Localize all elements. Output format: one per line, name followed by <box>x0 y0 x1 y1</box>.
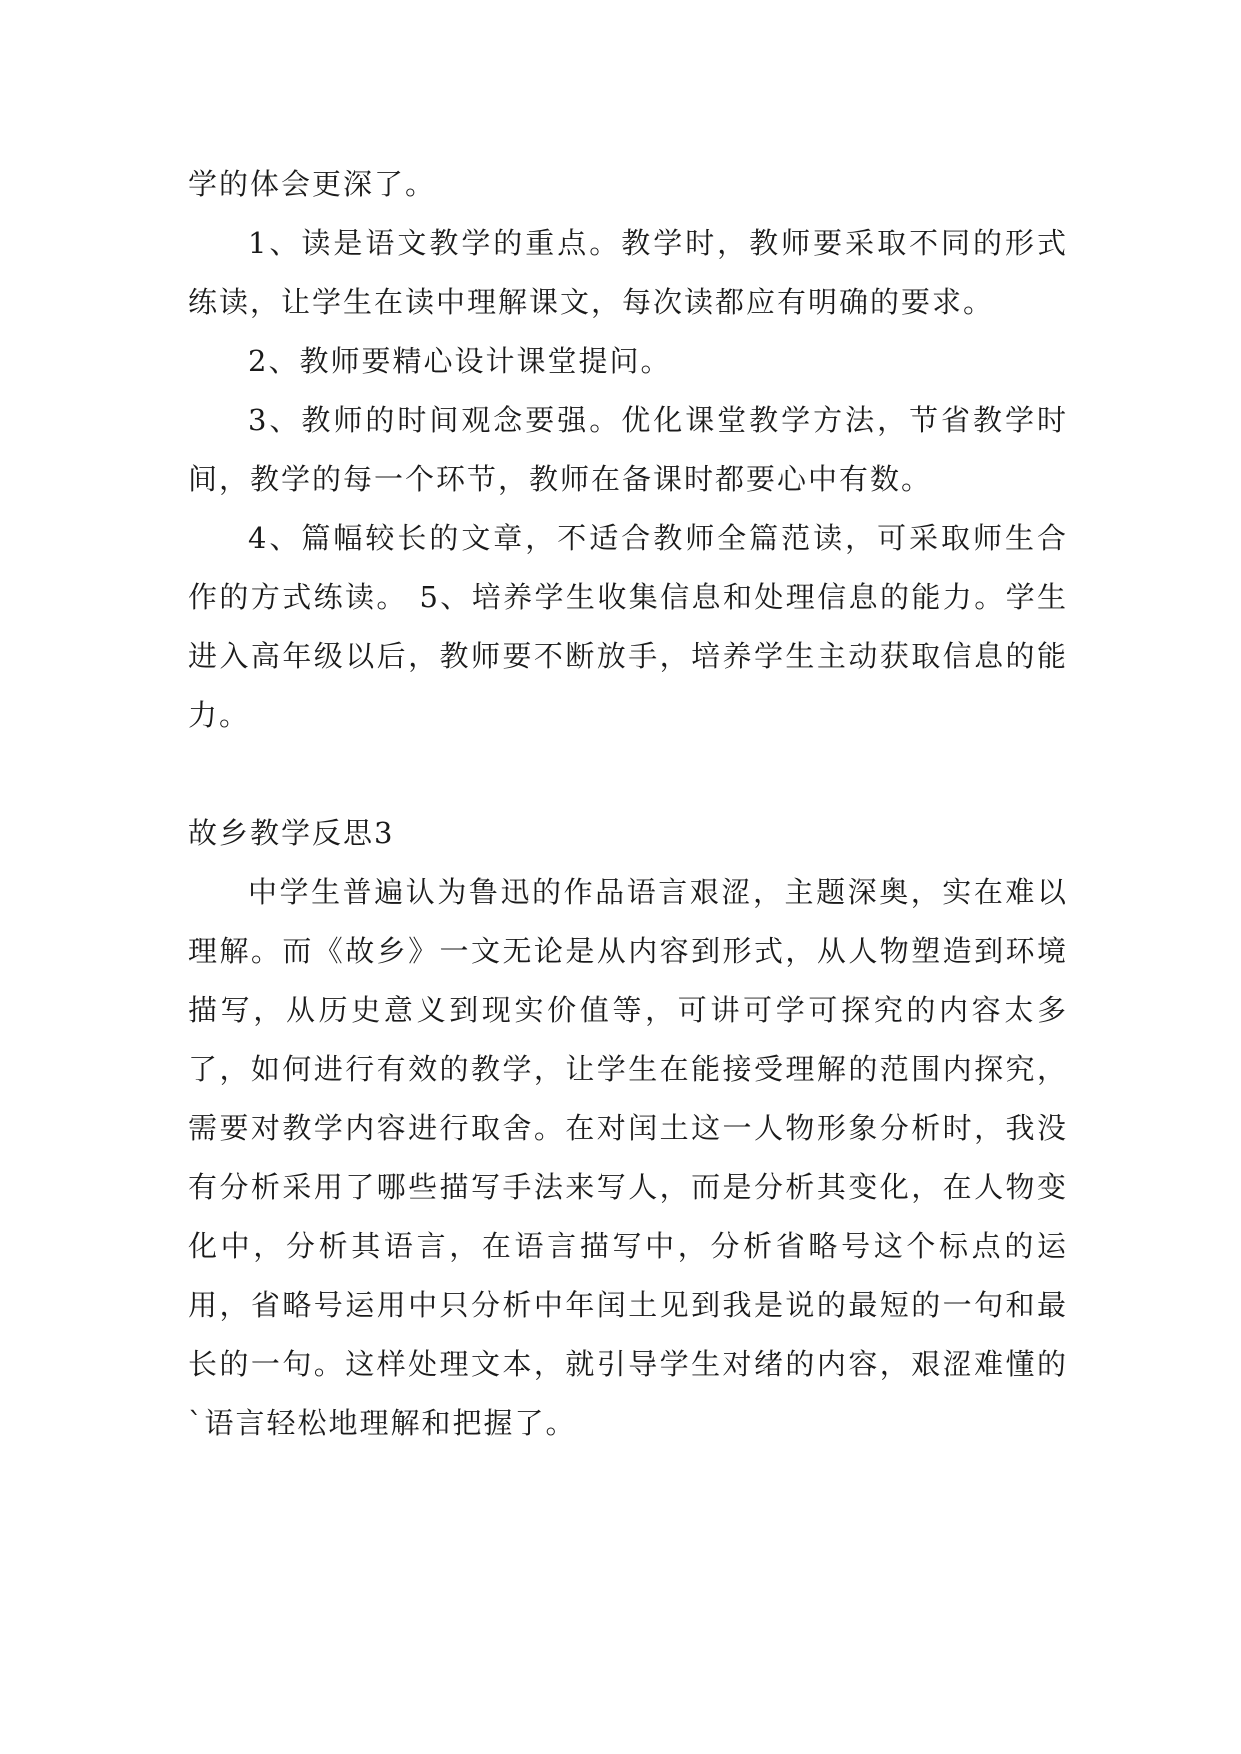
document-body <box>188 155 1068 1453</box>
paragraph-continuation: 学的体会更深了。 <box>188 167 437 201</box>
section-title: 故乡教学反思3 <box>188 816 395 850</box>
paragraph-item-2: 2、教师要精心设计课堂提问。 <box>248 344 672 378</box>
section-body-paragraph: 中学生普遍认为鲁迅的作品语言艰涩，主题深奥，实在难以理解。而《故乡》一文无论是从内容到形式，从人物塑造到环境描写，从历史意义到现实价值等，可讲可学可探究的内容太多了，如何进行有效的教学，让学生在能接受理解的范围内探究，需要对教学内容进行取舍。在对闰土这一人物形象分析时，我没有分析采用了哪些描写手法来写人，而是分析其变化，在人物变化中，分析其语言，在语言描写中，分析省略号这个标点的运用，省略号运用中只分析中年闰土见到我是说的最短的一句和最长的一句。这样处理文本，就引导学生对绪的内容，艰涩难懂的`语言轻松地理解和把握了。 <box>188 875 1068 1440</box>
paragraph-item-4-5: 4、篇幅较长的文章，不适合教师全篇范读，可采取师生合作的方式练读。 5、培养学生收集信息和处理信息的能力。学生进入高年级以后，教师要不断放手，培养学生主动获取信息的能力。 <box>188 521 1068 732</box>
paragraph-item-3: 3、教师的时间观念要强。优化课堂教学方法，节省教学时间，教学的每一个环节，教师在备课时都要心中有数。 <box>188 403 1068 496</box>
paragraph-item-1: 1、读是语文教学的重点。教学时，教师要采取不同的形式练读，让学生在读中理解课文，每次读都应有明确的要求。 <box>188 226 1068 319</box>
